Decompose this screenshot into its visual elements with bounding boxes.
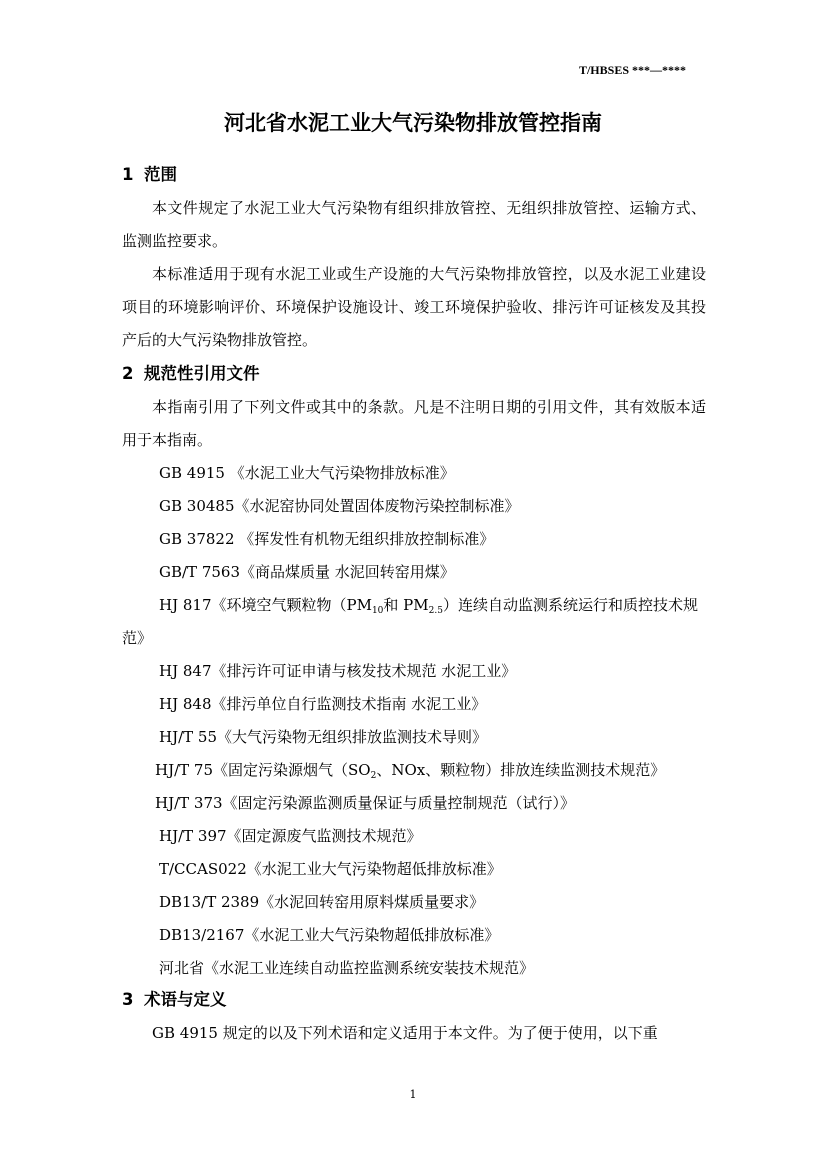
reference-item: GB 4915 《水泥工业大气污染物排放标准》 [159, 464, 455, 482]
reference-item: HJ/T 55《大气污染物无组织排放监测技术导则》 [159, 728, 488, 746]
reference-item: DB13/T 2389《水泥回转窑用原料煤质量要求》 [159, 893, 485, 911]
section-number: 1 [122, 165, 134, 184]
reference-item: HJ/T 75《固定污染源烟气（$SO_2$、NOx、颗粒物）排放连续监测技术规范》 [155, 761, 666, 781]
section-number: 2 [122, 364, 134, 383]
section-1-heading [122, 160, 706, 190]
reference-item: HJ/T 373《固定污染源监测质量保证与质量控制规范（试行）》 [155, 794, 576, 812]
reference-item: HJ 848《排污单位自行监测技术指南 水泥工业》 [159, 695, 487, 713]
reference-item: GB 37822 《挥发性有机物无组织排放控制标准》 [159, 530, 495, 548]
paragraph: 本标准适用于现有水泥工业或生产设施的大气污染物排放管控，以及水泥工业建设项目的环境影响评价、环境保护设施设计、竣工环境保护验收、排污许可证核发及其投产后的大气污染物排放管控。 [122, 265, 706, 349]
section-3-heading [122, 985, 706, 1015]
paragraph: 本文件规定了水泥工业大气污染物有组织排放管控、无组织排放管控、运输方式、监测监控要求。 [122, 199, 706, 250]
standard-code: T/HBSES ***—**** [578, 63, 686, 77]
reference-item: HJ 847《排污许可证申请与核发技术规范 水泥工业》 [159, 662, 517, 680]
section-2-heading [122, 359, 706, 389]
paragraph: 本指南引用了下列文件或其中的条款。凡是不注明日期的引用文件，其有效版本适用于本指南。 [122, 398, 706, 449]
page-number: 1 [409, 1088, 417, 1101]
document-body [122, 160, 706, 1050]
section-title: 术语与定义 [144, 990, 227, 1009]
reference-item: HJ 817《环境空气颗粒物（$PM_{10}$和 $PM_{2.5}$）连续自动监测系统运行和质控技术规范》 [122, 596, 698, 647]
reference-item: HJ/T 397《固定源废气监测技术规范》 [159, 827, 422, 845]
reference-item: DB13/2167《水泥工业大气污染物超低排放标准》 [159, 926, 500, 944]
paragraph: GB 4915 规定的以及下列术语和定义适用于本文件。为了便于使用，以下重 [152, 1024, 658, 1042]
reference-item: T/CCAS022《水泥工业大气污染物超低排放标准》 [159, 860, 502, 878]
reference-item: 河北省《水泥工业连续自动监控监测系统安装技术规范》 [159, 959, 535, 977]
section-title: 规范性引用文件 [144, 364, 260, 383]
document-title: 河北省水泥工业大气污染物排放管控指南 [224, 111, 602, 135]
section-title: 范围 [144, 165, 177, 184]
section-number: 3 [122, 990, 134, 1009]
reference-item: GB 30485《水泥窑协同处置固体废物污染控制标准》 [159, 497, 520, 515]
reference-item: GB/T 7563《商品煤质量 水泥回转窑用煤》 [159, 563, 455, 581]
